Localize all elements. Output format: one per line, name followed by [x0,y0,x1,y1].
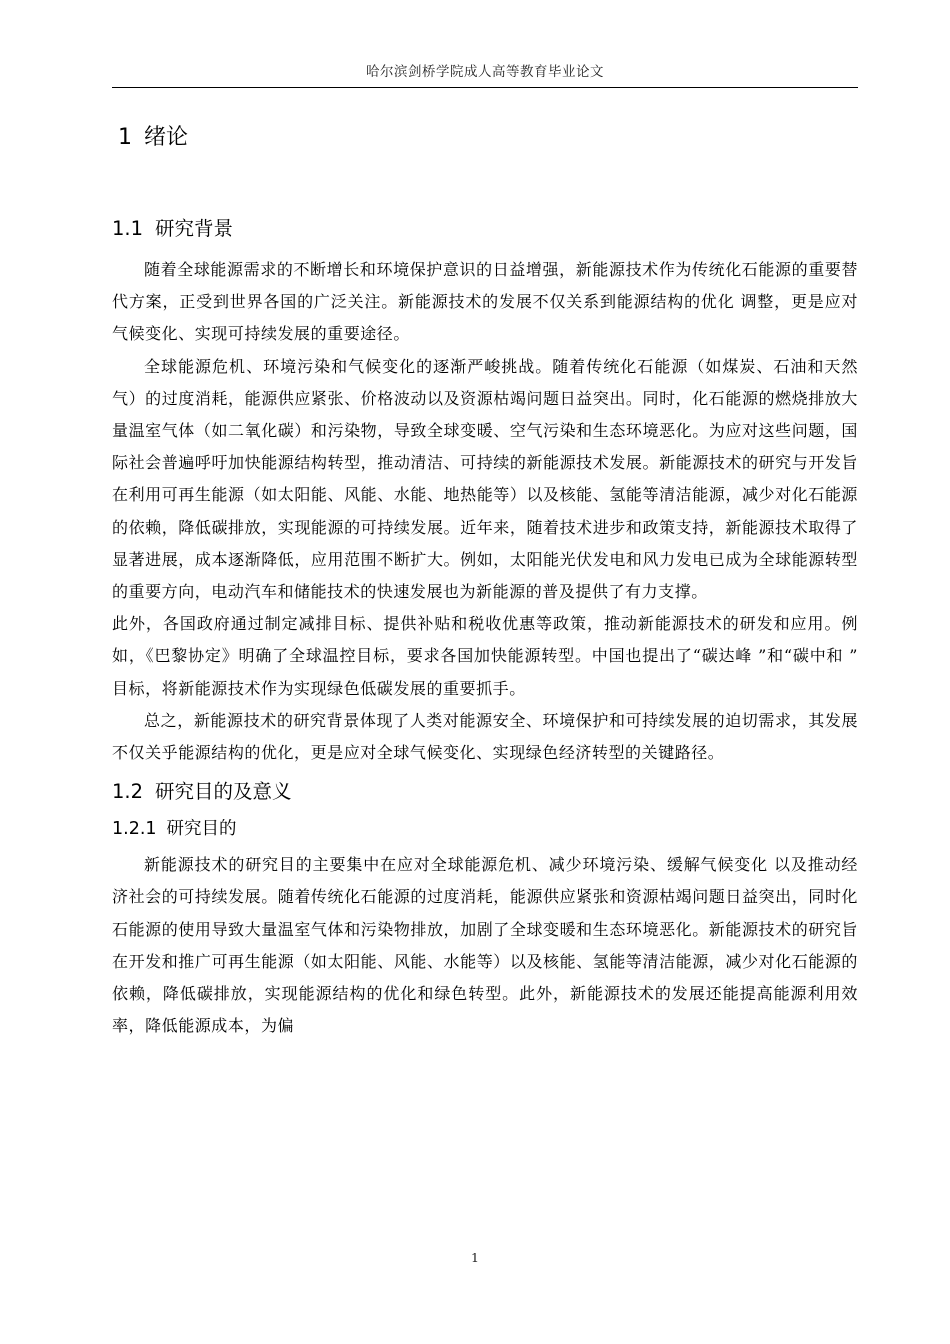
paragraph: 全球能源危机、环境污染和气候变化的逐渐严峻挑战。随着传统化石能源（如煤炭、石油和天然气）的过度消耗，能源供应紧张、价格波动以及资源枯竭问题日益突出。同时，化石能源的燃烧排放大量温室气体（如二氧化碳）和污染物，导致全球变暖、空气污染和生态环境恶化。为应对这些问题，国际社会普遍呼吁加快能源结构转型，推动清洁、可持续的新能源技术发展。新能源技术的研究与开发旨在利用可再生能源（如太阳能、风能、水能、地热能等）以及核能、氢能等清洁能源，减少对化石能源的依赖，降低碳排放，实现能源的可持续发展。近年来，随着技术进步和政策支持，新能源技术取得了显著进展，成本逐渐降低，应用范围不断扩大。例如，太阳能光伏发电和风力发电已成为全球能源转型的重要方向，电动汽车和储能技术的快速发展也为新能源的普及提供了有力支撑。 [112,356,858,602]
chapter-title: 绪论 [144,125,189,150]
paragraph: 总之，新能源技术的研究背景体现了人类对能源安全、环境保护和可持续发展的迫切需求，其发展不仅关乎能源结构的优化，更是应对全球气候变化、实现绿色经济转型的关键路径。 [112,710,858,763]
section-heading-1-2 [112,775,858,809]
subsection-title: 研究目的 [166,819,237,840]
subsection-number: 1.2.1 [112,819,157,840]
chapter-heading [112,120,858,156]
section-title: 研究背景 [155,217,234,240]
header-rule [112,87,858,88]
page-header: 哈尔滨剑桥学院成人高等教育毕业论文 [366,64,604,80]
paragraph: 此外，各国政府通过制定减排目标、提供补贴和税收优惠等政策，推动新能源技术的研发和应用。例如，《巴黎协定》明确了全球温控目标，要求各国加快能源转型。中国也提出了“碳达峰 ”和“碳中和 ” 目标，将新能源技术作为实现绿色低碳发展的重要抓手。 [112,614,858,698]
paragraph: 新能源技术的研究目的主要集中在应对全球能源危机、减少环境污染、缓解气候变化 以及推动经济社会的可持续发展。随着传统化石能源的过度消耗，能源供应紧张和资源枯竭问题日益突出，同时化石能源的使用导致大量温室气体和污染物排放，加剧了全球变暖和生态环境恶化。新能源技术的研究旨在开发和推广可再生能源（如太阳能、风能、水能等）以及核能、氢能等清洁能源，减少对化石能源的依赖，降低碳排放，实现能源结构的优化和绿色转型。此外，新能源技术的发展还能提高能源利用效率，降低能源成本，为偏 [112,855,858,1036]
page-number: 1 [471,1250,479,1265]
section-number: 1.1 [112,217,144,240]
section-title: 研究目的及意义 [155,780,292,804]
document-body [112,120,858,1042]
chapter-number: 1 [118,125,132,150]
section-heading-1-1 [112,212,858,246]
paragraph: 随着全球能源需求的不断增长和环境保护意识的日益增强，新能源技术作为传统化石能源的重要替代方案，正受到世界各国的广泛关注。新能源技术的发展不仅关系到能源结构的优化 调整，更是应对气候变化、实现可持续发展的重要途径。 [112,260,858,344]
section-number: 1.2 [112,780,144,804]
subsection-heading-1-2-1 [112,813,858,845]
